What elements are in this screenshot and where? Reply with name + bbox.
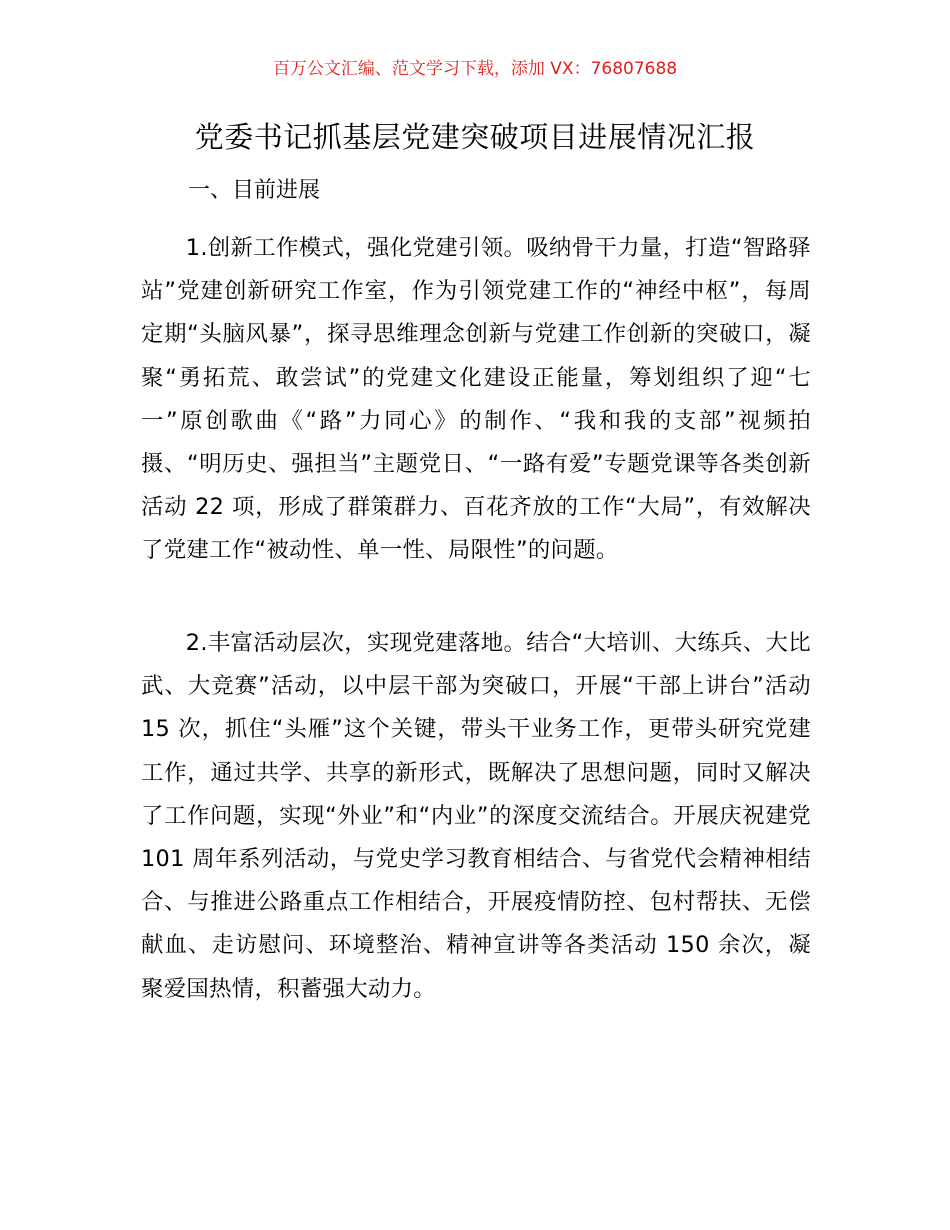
paragraph-innovation-work-mode: 1.创新工作模式，强化党建引领。吸纳骨干力量，打造“智路驿站”党建创新研究工作室，作为引领党建工作的“神经中枢”，每周定期“头脑风暴”，探寻思维理念创新与党建工作创新的突破口，凝聚“勇拓荒、敢尝试”的党建文化建设正能量，筹划组织了迎“七一”原创歌曲《“路”力同心》的制作、“我和我的支部”视频拍摄、“明历史、强担当”主题党日、“一路有爱”专题党课等各类创新活动 22 项，形成了群策群力、百花齐放的工作“大局”，有效解决了党建工作“被动性、单一性、局限性”的问题。 — [141, 235, 811, 564]
watermark-header-note: 百万公文汇编、范文学习下载，添加 VX：76807688 — [272, 59, 678, 79]
section-heading: 一、目前进展 — [188, 178, 321, 203]
paragraph-enrich-activity-levels: 2.丰富活动层次，实现党建落地。结合“大培训、大练兵、大比武、大竞赛”活动，以中层干部为突破口，开展“干部上讲台”活动 15 次，抓住“头雁”这个关键，带头干业务工作，更带头研究党建工作，通过共学、共享的新形式，既解决了思想问题，同时又解决了工作问题，实现“外业”和“内业”的深度交流结合。开展庆祝建党 101 周年系列活动，与党史学习教育相结合、与省党代会精神相结合、与推进公路重点工作相结合，开展疫情防控、包村帮扶、无偿献血、走访慰问、环境整治、精神宣讲等各类活动 150 余次，凝聚爱国热情，积蓄强大动力。 — [141, 630, 811, 1002]
document-title: 党委书记抓基层党建突破项目进展情况汇报 — [194, 120, 756, 154]
